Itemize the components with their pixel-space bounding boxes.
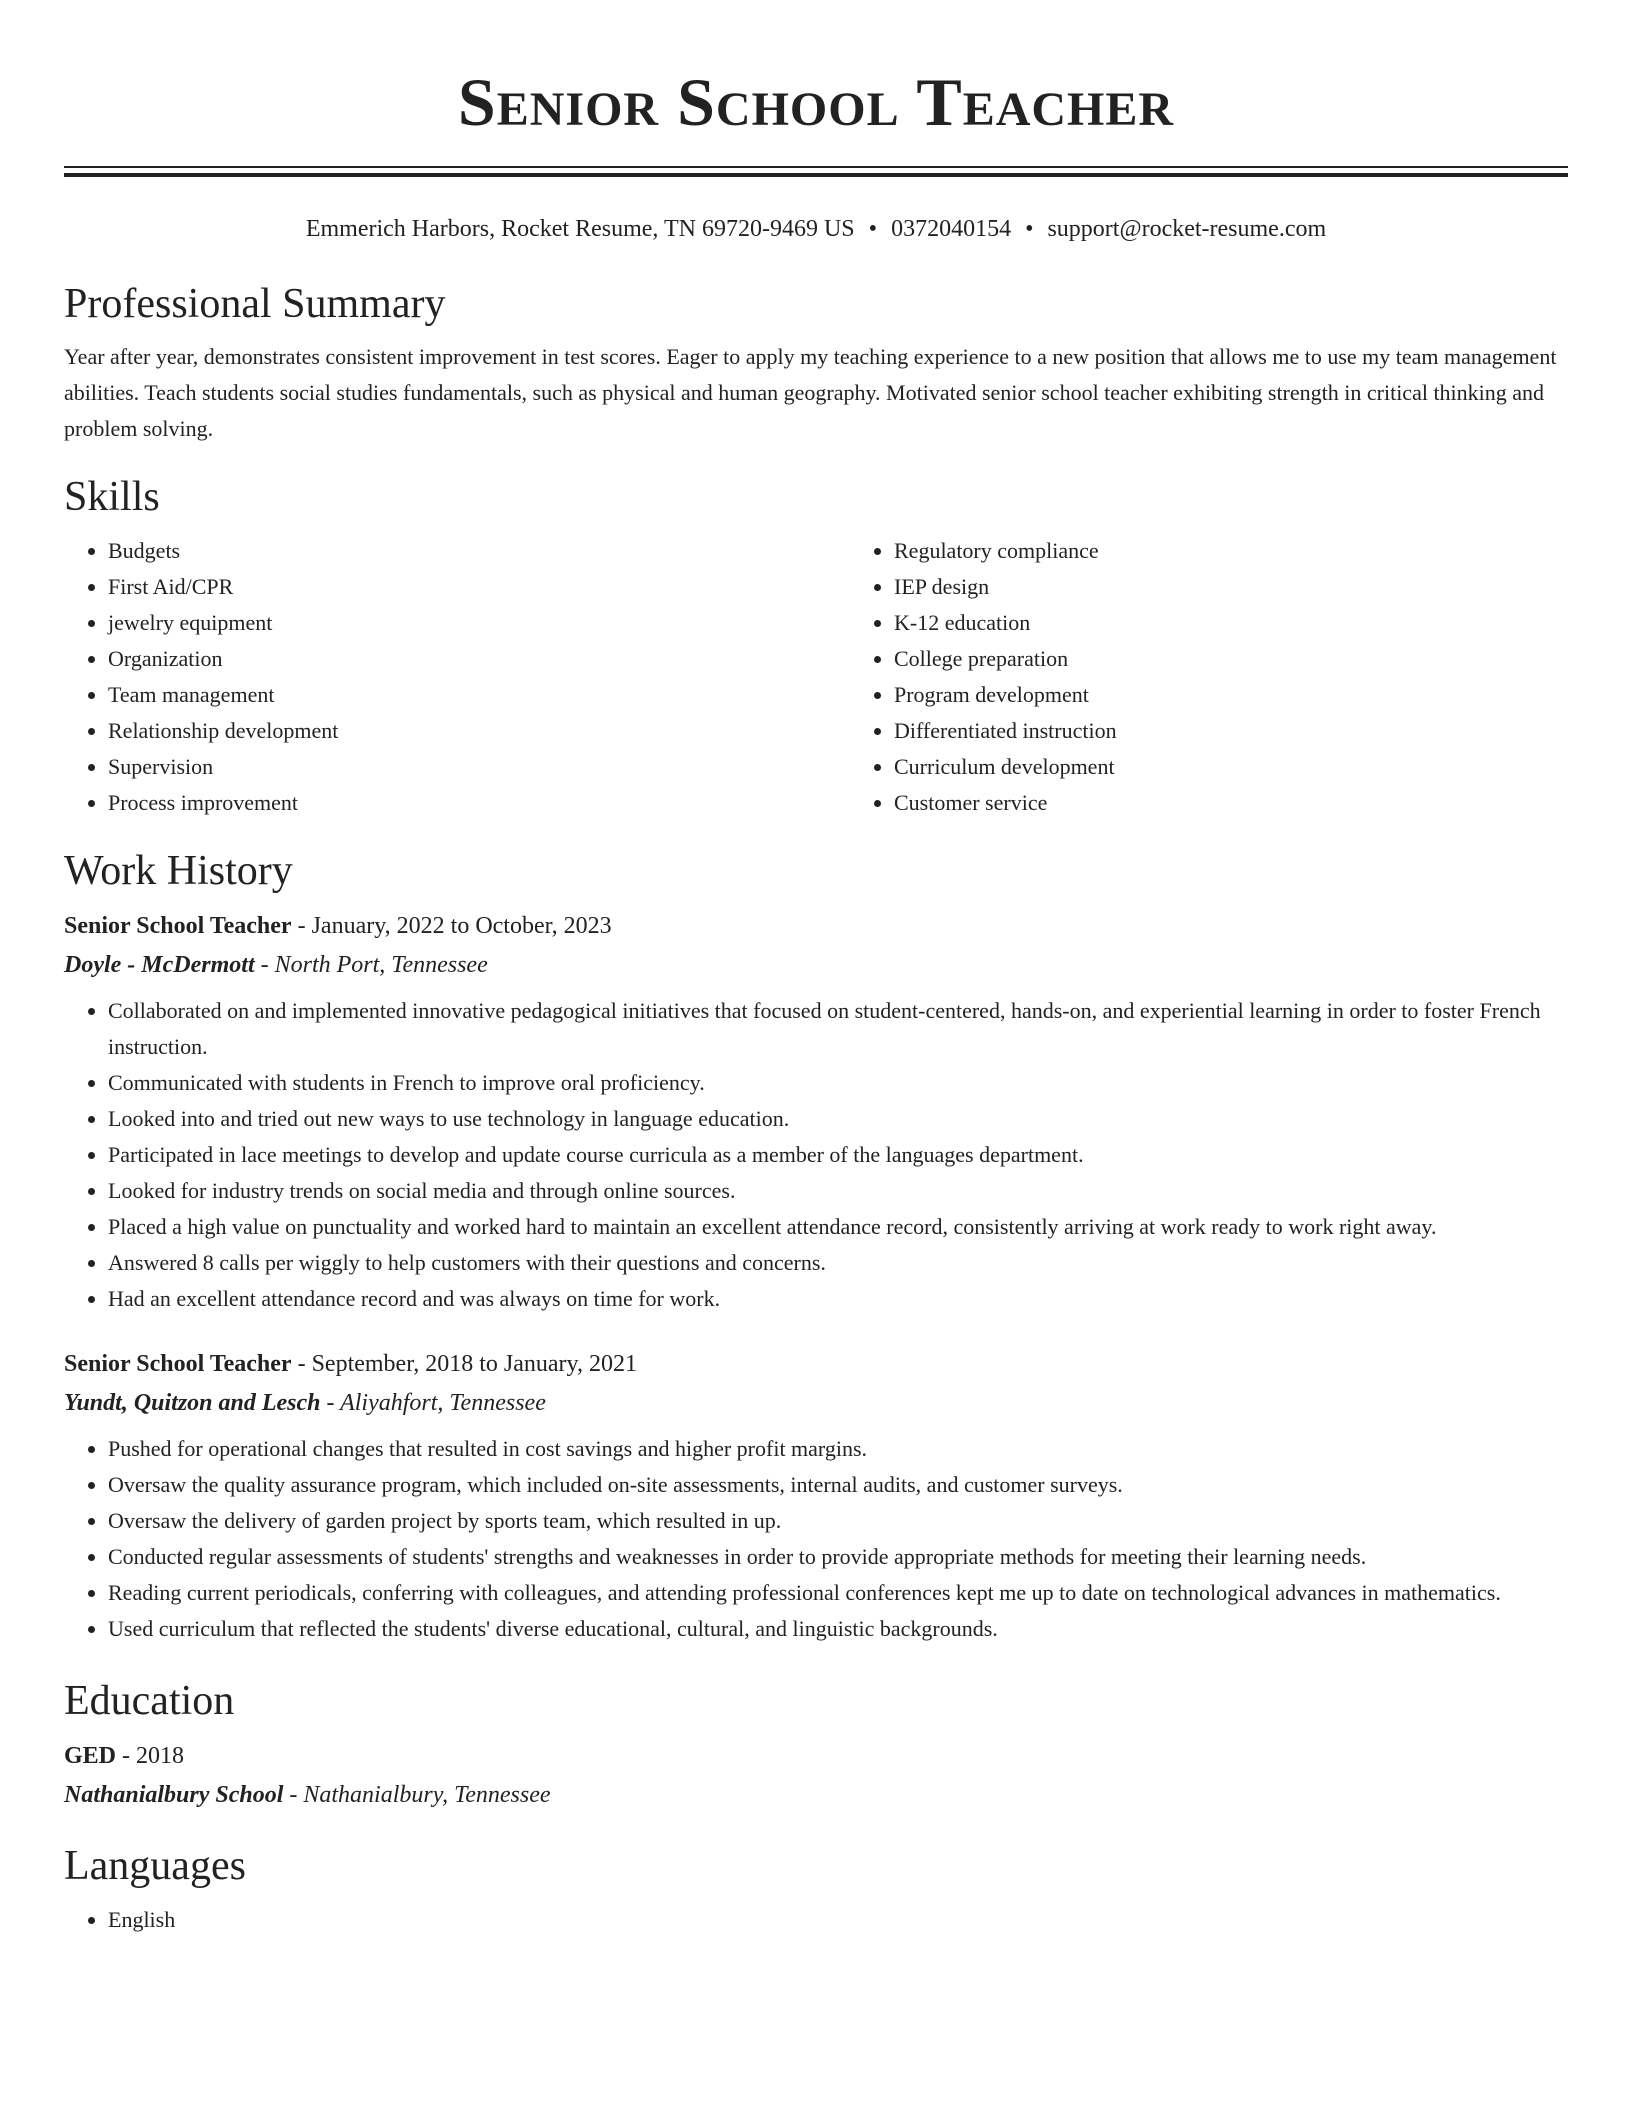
skill-item: • Budgets [108,533,850,569]
language-item: • English [108,1902,1568,1938]
page-title: Senior School Teacher [457,64,1175,140]
job-title: Senior School Teacher [64,1351,292,1377]
job-dates: - September, 2018 to January, 2021 [291,1351,637,1377]
degree-year: - 2018 [116,1743,185,1769]
summary-heading: Professional Summary [64,281,446,327]
job-duties [64,1431,1568,1647]
skill-item: • Process improvement [108,785,850,821]
list-item: • Looked for industry trends on social media and through online sources. [108,1173,1568,1209]
list-item: • Pushed for operational changes that resulted in cost savings and higher profit margins. [108,1431,1568,1467]
contact-address: Emmerich Harbors, Rocket Resume, TN 69720-9469 US [305,216,855,242]
job-duties [64,993,1568,1317]
degree-line [64,1739,1568,1773]
list-item: • Oversaw the quality assurance program, which included on-site assessments, internal audits, and customer surveys. [108,1467,1568,1503]
skill-item: • K-12 education [894,605,1117,641]
skill-item: • Program development [894,677,1117,713]
skills-column-left [64,533,850,821]
languages-list [64,1902,1568,1938]
languages-heading: Languages [64,1843,246,1889]
job-company: Doyle - McDermott [64,952,255,978]
job-location: - North Port, Tennessee [254,952,488,978]
skills-list [64,533,1568,821]
school-line [64,1778,1568,1812]
job-entry [64,1347,1568,1647]
title-divider-thin [64,166,1568,168]
skill-item: • Relationship development [108,713,850,749]
skill-item: • College preparation [894,641,1117,677]
skill-item: • Differentiated instruction [894,713,1117,749]
list-item: • Participated in lace meetings to develop and update course curricula as a member of the languages department. [108,1137,1568,1173]
list-item: • Placed a high value on punctuality and worked hard to maintain an excellent attendance record, consistently arriving at work ready to work right away. [108,1209,1568,1245]
contact-separator: • [1025,216,1034,242]
job-entry [64,909,1568,1317]
job-company-line [64,948,1568,982]
list-item: • Oversaw the delivery of garden project by sports team, which resulted in up. [108,1503,1568,1539]
skill-item: • Supervision [108,749,850,785]
job-title-line [64,909,1568,943]
skill-item: • jewelry equipment [108,605,850,641]
summary-text: Year after year, demonstrates consistent improvement in test scores. Eager to apply my teaching experience to a new position that allows me to use my team management abilities. Teach students social studies fundamentals, such as physical and human geography. Motivated senior school teacher exhibiting strength in critical thinking and problem solving. [64,344,1557,441]
title-divider-thick [64,173,1568,177]
contact-phone: 0372040154 [891,216,1012,242]
skill-item: • Curriculum development [894,749,1117,785]
list-item: • Had an excellent attendance record and was always on time for work. [108,1281,1568,1317]
list-item: • Answered 8 calls per wiggly to help customers with their questions and concerns. [108,1245,1568,1281]
skills-heading: Skills [64,474,160,520]
skills-column-right [850,533,1117,821]
contact-email[interactable]: support@rocket-resume.com [1047,216,1327,242]
job-company-line [64,1386,1568,1420]
school-location: - Nathanialbury, Tennessee [283,1782,551,1808]
list-item: • Collaborated on and implemented innovative pedagogical initiatives that focused on student-centered, hands-on, and experiential learning in order to foster French instruction. [108,993,1568,1065]
skill-item: • IEP design [894,569,1117,605]
job-company: Yundt, Quitzon and Lesch [64,1390,321,1416]
list-item: • Conducted regular assessments of students' strengths and weaknesses in order to provide appropriate methods for meeting their learning needs. [108,1539,1568,1575]
skill-item: • Organization [108,641,850,677]
skill-item: • Customer service [894,785,1117,821]
skill-item: • Team management [108,677,850,713]
job-dates: - January, 2022 to October, 2023 [291,913,612,939]
list-item: • Reading current periodicals, conferring with colleagues, and attending professional conferences kept me up to date on technological advances in mathematics. [108,1575,1568,1611]
list-item: • Used curriculum that reflected the students' diverse educational, cultural, and linguistic backgrounds. [108,1611,1568,1647]
list-item: • Looked into and tried out new ways to use technology in language education. [108,1101,1568,1137]
work-history-heading: Work History [64,848,293,894]
education-heading: Education [64,1678,235,1724]
school-name: Nathanialbury School [64,1782,284,1808]
list-item: • Communicated with students in French to improve oral proficiency. [108,1065,1568,1101]
degree: GED [64,1743,117,1769]
skill-item: • Regulatory compliance [894,533,1117,569]
job-title-line [64,1347,1568,1381]
job-location: - Aliyahfort, Tennessee [320,1390,546,1416]
contact-separator: • [868,216,878,242]
skill-item: • First Aid/CPR [108,569,850,605]
education-entry [64,1739,1568,1812]
job-title: Senior School Teacher [64,913,292,939]
contact-line [64,214,1568,244]
